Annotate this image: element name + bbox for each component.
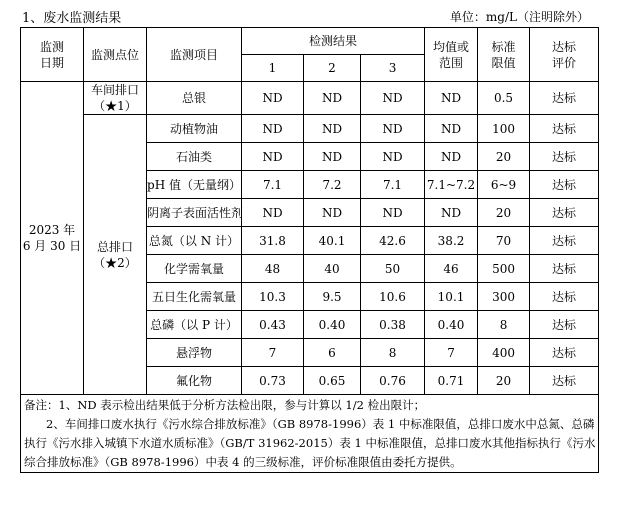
avg-cell: ND	[425, 82, 478, 115]
eval-cell: 达标	[530, 227, 599, 255]
result-3-cell: 50	[361, 255, 425, 283]
point-workshop-outlet: 车间排口 （★1）	[84, 82, 147, 115]
item-cell: 五日生化需氧量	[147, 283, 242, 311]
item-cell: 化学需氧量	[147, 255, 242, 283]
limit-cell: 20	[478, 143, 530, 171]
limit-cell: 400	[478, 339, 530, 367]
limit-cell: 20	[478, 199, 530, 227]
result-3-cell: ND	[361, 115, 425, 143]
result-3-cell: 0.76	[361, 367, 425, 395]
avg-cell: ND	[425, 115, 478, 143]
notes-cell	[21, 395, 599, 473]
header-result-3: 3	[361, 55, 425, 82]
result-1-cell: 0.43	[242, 311, 304, 339]
result-1-cell: ND	[242, 199, 304, 227]
result-2-cell: ND	[304, 82, 361, 115]
result-1-cell: 48	[242, 255, 304, 283]
item-cell: 总银	[147, 82, 242, 115]
item-cell: 总磷（以 P 计）	[147, 311, 242, 339]
result-1-cell: 7	[242, 339, 304, 367]
avg-cell: 46	[425, 255, 478, 283]
unit-note: 单位：mg/L（注明除外）	[449, 10, 589, 24]
notes-row	[21, 395, 599, 473]
result-1-cell: ND	[242, 115, 304, 143]
limit-cell: 0.5	[478, 82, 530, 115]
avg-cell: ND	[425, 199, 478, 227]
section-title: 1、废水监测结果	[22, 11, 122, 26]
wastewater-results-table	[20, 27, 599, 473]
eval-cell: 达标	[530, 115, 599, 143]
limit-cell: 20	[478, 367, 530, 395]
item-cell: 氟化物	[147, 367, 242, 395]
limit-cell: 100	[478, 115, 530, 143]
result-3-cell: ND	[361, 143, 425, 171]
limit-cell: 70	[478, 227, 530, 255]
table-row	[21, 82, 599, 115]
limit-cell: 6~9	[478, 171, 530, 199]
result-2-cell: ND	[304, 143, 361, 171]
item-cell: 动植物油	[147, 115, 242, 143]
eval-cell: 达标	[530, 82, 599, 115]
result-2-cell: 40	[304, 255, 361, 283]
result-3-cell: 0.38	[361, 311, 425, 339]
avg-cell: 7.1~7.2	[425, 171, 478, 199]
result-3-cell: 7.1	[361, 171, 425, 199]
result-2-cell: 6	[304, 339, 361, 367]
result-1-cell: ND	[242, 82, 304, 115]
result-3-cell: 42.6	[361, 227, 425, 255]
header-date: 监测 日期	[21, 28, 84, 82]
limit-cell: 500	[478, 255, 530, 283]
avg-cell: 0.40	[425, 311, 478, 339]
result-3-cell: ND	[361, 82, 425, 115]
header-result-2: 2	[304, 55, 361, 82]
header-results: 检测结果	[242, 28, 425, 55]
result-2-cell: 0.40	[304, 311, 361, 339]
eval-cell: 达标	[530, 311, 599, 339]
limit-cell: 8	[478, 311, 530, 339]
limit-cell: 300	[478, 283, 530, 311]
avg-cell: ND	[425, 143, 478, 171]
header-point: 监测点位	[84, 28, 147, 82]
note-line-1: 备注：1、ND 表示检出结果低于分析方法检出限，参与计算以 1/2 检出限计；	[24, 398, 426, 412]
header-result-1: 1	[242, 55, 304, 82]
eval-cell: 达标	[530, 143, 599, 171]
avg-cell: 10.1	[425, 283, 478, 311]
result-2-cell: 9.5	[304, 283, 361, 311]
result-2-cell: ND	[304, 199, 361, 227]
result-1-cell: 31.8	[242, 227, 304, 255]
result-2-cell: 0.65	[304, 367, 361, 395]
table-row	[21, 115, 599, 143]
result-2-cell: ND	[304, 115, 361, 143]
result-1-cell: 10.3	[242, 283, 304, 311]
eval-cell: 达标	[530, 283, 599, 311]
item-cell: 悬浮物	[147, 339, 242, 367]
header-limit: 标准 限值	[478, 28, 530, 82]
note-line-2: 2、车间排口废水执行《污水综合排放标准》（GB 8978-1996）表 1 中标准限值，总排口废水中总氮、总磷执行《污水排入城镇下水道水质标准》（GB/T 31962-2015）表 1 中标准限值，总排口废水其他指标执行《污水综合排放标准》（GB 8978-1996）中表 4 的三级标准，评价标准限值由委托方提供。	[24, 417, 596, 469]
result-3-cell: ND	[361, 199, 425, 227]
avg-cell: 0.71	[425, 367, 478, 395]
result-2-cell: 40.1	[304, 227, 361, 255]
item-cell: 阴离子表面活性剂	[147, 199, 242, 227]
eval-cell: 达标	[530, 339, 599, 367]
header-eval: 达标 评价	[530, 28, 599, 82]
result-1-cell: 7.1	[242, 171, 304, 199]
item-cell: pH 值（无量纲）	[147, 171, 242, 199]
result-3-cell: 8	[361, 339, 425, 367]
header-row-1	[21, 28, 599, 55]
item-cell: 石油类	[147, 143, 242, 171]
avg-cell: 7	[425, 339, 478, 367]
header-item: 监测项目	[147, 28, 242, 82]
eval-cell: 达标	[530, 367, 599, 395]
result-3-cell: 10.6	[361, 283, 425, 311]
page-header	[0, 0, 619, 26]
header-avg: 均值或 范围	[425, 28, 478, 82]
eval-cell: 达标	[530, 171, 599, 199]
item-cell: 总氮（以 N 计）	[147, 227, 242, 255]
result-2-cell: 7.2	[304, 171, 361, 199]
result-1-cell: ND	[242, 143, 304, 171]
point-main-outlet: 总排口 （★2）	[84, 115, 147, 395]
eval-cell: 达标	[530, 199, 599, 227]
monitoring-date: 2023 年 6 月 30 日	[21, 82, 84, 395]
result-1-cell: 0.73	[242, 367, 304, 395]
avg-cell: 38.2	[425, 227, 478, 255]
eval-cell: 达标	[530, 255, 599, 283]
